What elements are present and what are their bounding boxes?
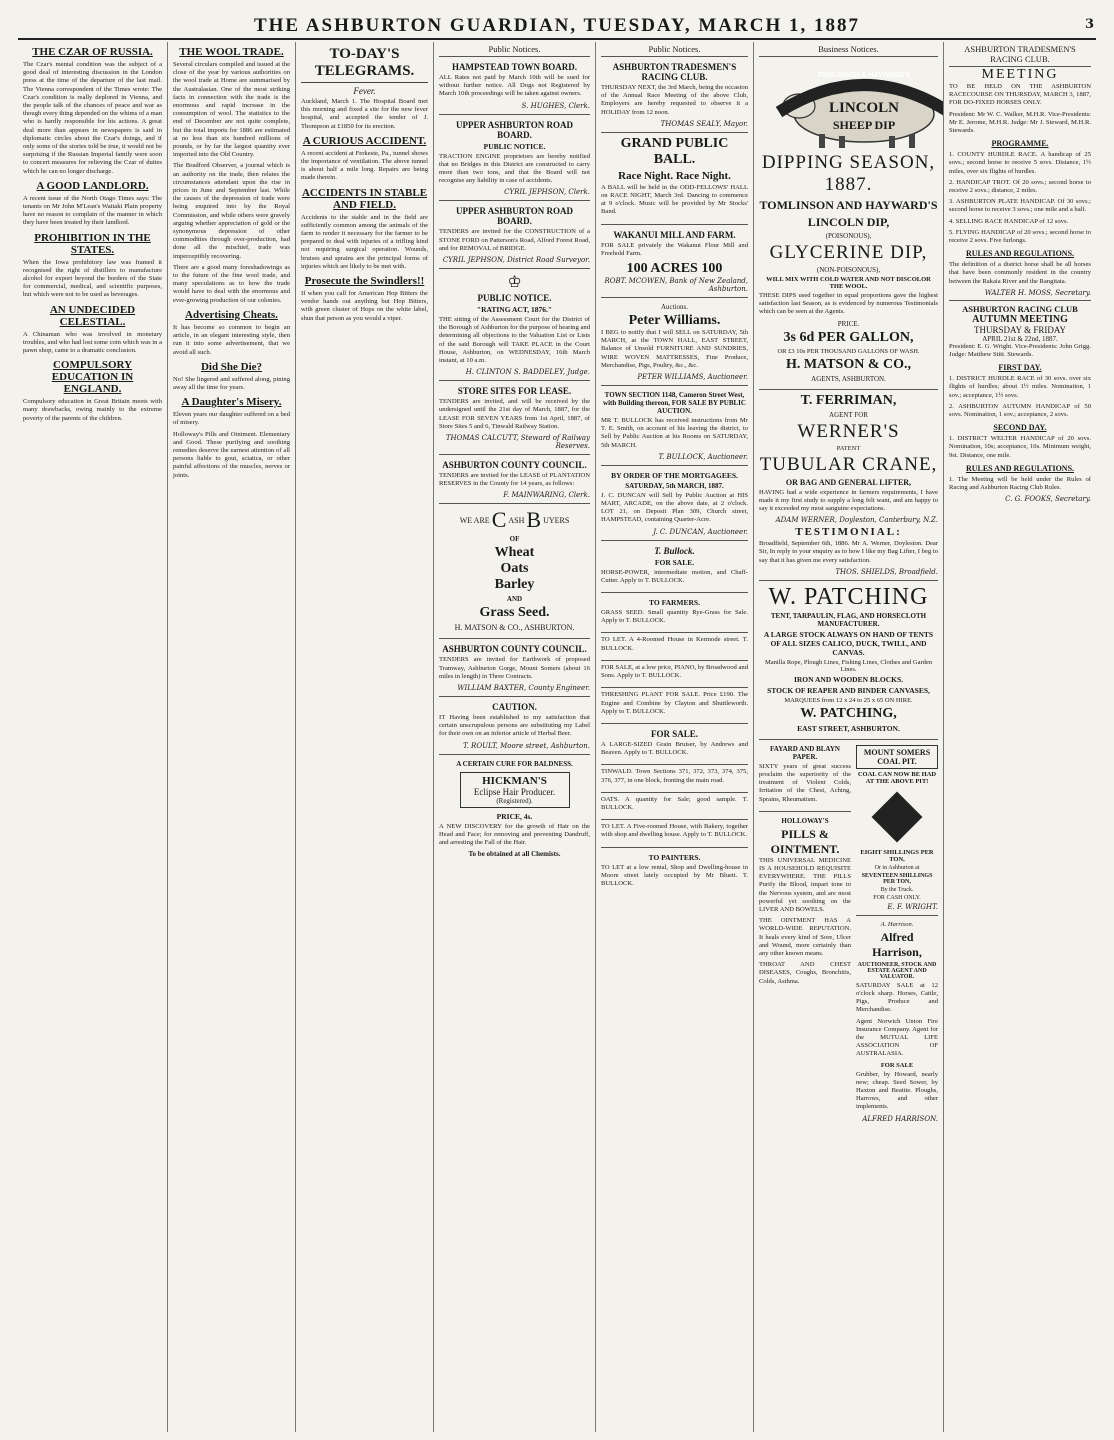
tagline: WILL MIX WITH COLD WATER AND NOT DISCOLOR THE WOOL. [766, 276, 931, 290]
crest-icon: ♔ [507, 272, 522, 292]
article-text: If when you call for American Hop Bitters the vendor hands out anything but Hop Bitters, with green cluster of Hops on the white label, shun that person as you would a viper. [301, 290, 428, 322]
headline: AN UNDECIDED CELESTIAL. [49, 303, 136, 328]
notice-title: CAUTION. [492, 702, 537, 713]
newspaper-title: THE ASHBURTON GUARDIAN, TUESDAY, MARCH 1, 1887 [253, 15, 860, 36]
article-text: Compulsory education in Great Britain meets with many drawbacks, owing mainly to the extreme poverty of the parents of the children. [23, 398, 162, 422]
headline: A CURIOUS ACCIDENT. [302, 134, 427, 147]
telegram-fever [301, 86, 428, 131]
ad-text: THROAT AND CHEST DISEASES, Coughs, Bronchitis, Colds, Asthma. [759, 961, 851, 985]
notice-subtitle: Race Night. Race Night. [618, 169, 731, 182]
notice-text: ALL Rates not paid by March 10th will be sued for without further notice. All Dogs not Registered by March 10th proceedings will be taken against owners. [439, 74, 590, 98]
notice-wakanui-mill [601, 225, 748, 298]
article-text: Holloway's Pills and Ointment. Elementary and Good. These purifying and soothing remedies deserve the earnest attention of all persons liable to gout, sciatica, or other painful affections of the muscles, nerves or joints. [173, 430, 290, 479]
auctioneer-name: Peter Williams. [628, 313, 721, 329]
headline: THE WOOL TRADE. [179, 46, 284, 58]
notice-text: TO BE HELD ON THE ASHBURTON RACECOURSE ON THURSDAY, MARCH 3, 1887, FOR DO-FIXED HORSES ONLY. [949, 83, 1091, 107]
notice-subtitle: FOR SALE. [654, 557, 695, 567]
product-wheat: Wheat [494, 545, 535, 561]
notice-text: TENDERS are invited for the CONSTRUCTION of a STONE FORD on Patterson's Road, Alford Forest Road, and for REMOVAL of BRIDGE. [439, 228, 590, 252]
race-entry: 1. COUNTY HURDLE RACE. A handicap of 25 sovs.; second horse to receive 5 sovs. Distance, 1½ miles, over six flights of hurdles. [949, 151, 1091, 175]
race-entry: 1. DISTRICT HURDLE RACE of 30 sovs. over six flights of hurdles; about 1½ miles. Nomination, 1 sov.; acceptance, 1½ sovs. [949, 375, 1091, 399]
notice-rating-act [439, 269, 590, 381]
notice-title: STORE SITES FOR LEASE. [457, 386, 572, 397]
article-text: When the Iowa prohibitory law was framed it recognised the right of distillers to manufacture alcohol for export beyond the borders of the State for commercial, medical, and scientific purposes, but which were not to be used as beverages. [23, 258, 162, 299]
column-heading: Public Notices. [439, 42, 590, 57]
bullock-grass-seed [601, 593, 748, 633]
product-barley: Barley [494, 577, 535, 593]
notice-text: TENDERS are invited for Earthwork of proposed Tramway, Ashburton Gorge, Mount Somers (about 16 miles in length) in Three Contracts. [439, 656, 590, 680]
ad-text: Broadfield, September 6th, 1886. Mr A. Werner, Doyleston. Dear Sir, In reply to your enquiry as to how I like my Bag Lifter, I beg to say that it has given me every satisfaction. [759, 540, 938, 564]
sheep-illustration: TOMLINSON & HAYWARD'S LINCOLN SHEEP DIP [759, 64, 944, 150]
notice-text: I BEG to notify that I will SELL on SATURDAY, 5th MARCH, at the TOWN HALL, EAST STREET, Balance of Unsold FURNITURE AND SUNDRIES, WIRE WOVEN MATTRESSES, Fine Produce, Merchandise, Pigs, Poultry, &c., &c. [601, 329, 748, 369]
auctioneer-name: Alfred Harrison, [872, 929, 922, 959]
notice-text: TINWALD. Town Sections 371, 372, 373, 374, 375, 376, 377, in one block, fronting the main road. [601, 768, 748, 784]
ad-cash-buyers: WE ARE C ASH B UYERS OF Wheat Oats Barley AND Grass Seed. H. MATSON & CO., ASHBURTON. [439, 504, 590, 639]
notice-title: T. Bullock. [654, 545, 695, 556]
notice-text: President: E. G. Wright. Vice-Presidents: John Grigg. Judge: Matthew Stitt. Stewards. [949, 342, 1091, 359]
article-text: Eleven years our daughter suffered on a bed of misery. [173, 411, 290, 427]
rules-heading: RULES AND REGULATIONS. [965, 463, 1075, 473]
hickmans-logo: HICKMAN'S Eclipse Hair Producer. (Registered). [460, 772, 570, 808]
notice-stone-ford [439, 201, 590, 269]
auction-town-section [601, 386, 748, 466]
notice-signature: CYRIL JEPHSON, District Road Surveyor. [442, 256, 590, 265]
notice-title: UPPER ASHBURTON ROAD BOARD. [455, 119, 574, 140]
notice-tramway [439, 639, 590, 697]
ad-tubular-crane: T. FERRIMAN, AGENT FOR WERNER'S PATENT TUBULAR CRANE, OR BAG AND GENERAL LIFTER, HAVING had a wide experience in farmers requirements, I have made it my first study to supply a long felt want, and am happy to say it exceeded my most sanguine expectations. ADAM WERNER, Doyleston, Canterbury, N.Z. TESTIMONIAL: Broadfield, September 6th, 1886. Mr A. Werner, Doyleston. Dear Sir, In reply to your enquiry as to how I like my Bag Lifter, I beg to say that it has given me every satisfaction. THOS. SHIELDS, Broadfield. [759, 390, 938, 581]
notice-text: HORSE-POWER, intermediate motion, and Chaff-Cutter. Apply to T. BULLOCK. [601, 568, 748, 584]
notice-signature: CYRIL JEPHSON, Clerk. [504, 188, 590, 197]
article-text: Several circulars compiled and issued at the close of the year by various authorities on the wool trade at Home are summarised by the Australasian. One of the most striking facts in connection with the trade is the enormous and rapid increase in the consumption of wool. The statistics to the end of December are not quite complete, but the total imports for 1886 are estimated at no less than six hundred millions of pounds, or by far the largest quantity ever imported into the Old Country. [173, 61, 290, 159]
page-number: 3 [1084, 17, 1094, 32]
article-text: A recent accident at Ferkeste, Pa., tunnel shows the importance of ventilation. The above tunnel is about half a mile long. Repairs are being made therein. [301, 149, 428, 182]
notice-title: ASHBURTON COUNTY COUNCIL. [442, 644, 587, 655]
notice-text: IT Having been established to my satisfaction that certain unscrupulous persons are substituting my Label for their own on an inferior article of Herbal Beer. [439, 714, 590, 738]
meeting-dates: APRIL 21st & 22nd, 1887. [982, 334, 1058, 343]
bullock-to-let-house [601, 633, 748, 660]
ad-title: PILLS & OINTMENT. [770, 826, 840, 856]
ad-text: THIS UNIVERSAL MEDICINE IS A HOUSEHOLD REQUISITE EVERYWHERE. THE PILLS Purify the Blood, impart tone to the Nervous system, and are most powerful yet soothing on the LIVER AND BOWELS. [759, 856, 851, 914]
column-heading: Business Notices. [759, 42, 938, 57]
firm-name: H. MATSON & CO., ASHBURTON. [454, 623, 575, 633]
notice-signature: WILLIAM BAXTER, County Engineer. [457, 684, 590, 693]
ad-title: MOUNT SOMERS COAL PIT. [856, 745, 938, 769]
column-6 [754, 42, 944, 1432]
notice-signature: T. ROULT, Moore street, Ashburton. [462, 741, 590, 750]
product-name: LINCOLN DIP, [807, 215, 890, 229]
notice-title: FOR SALE. [650, 728, 698, 739]
notice-title: BY ORDER OF THE MORTGAGEES. [611, 470, 738, 480]
notice-title: UPPER ASHBURTON ROAD BOARD. [455, 206, 574, 227]
notice-text: THRESHING PLANT FOR SALE. Price £190. The Engine and Combine by Clayton and Shuttleworth. Apply to T. BULLOCK. [601, 691, 748, 715]
notice-text: MR T. BULLOCK has received instructions from Mr T. E. Smith, on account of his leaving the district, to Sell by Public Auction at his Rooms on SATURDAY, 5th MARCH. [601, 417, 748, 449]
bullock-bakery [601, 820, 748, 847]
notice-text: FOR SALE, at a low price, PIANO, by Broadwood and Sons. Apply to T. BULLOCK. [601, 663, 748, 680]
notice-racing-club [601, 57, 748, 133]
notice-title: ASHBURTON TRADESMEN'S RACING CLUB. [612, 62, 737, 82]
notice-text: OATS. A quantity for Sale; good sample. T. BULLOCK. [601, 795, 748, 811]
notice-text: TO LET at a low rental, Shop and Dwelling-house in Moore street lately occupied by Mr Bluett. T. BULLOCK. [601, 863, 748, 887]
glycerine-dip-title: GLYCERINE DIP, [769, 242, 928, 263]
race-entry: 2. HANDICAP TROT. Of 20 sovs.; second horse to receive 2 sovs.; distance, 2 miles. [949, 178, 1091, 195]
notice-signature: PETER WILLIAMS, Auctioneer. [637, 373, 748, 382]
notice-signature: H. CLINTON S. BADDELEY, Judge. [465, 368, 590, 377]
notice-text: GRASS SEED. Small quantity Rye-Grass for Sale. Apply to T. BULLOCK. [601, 609, 748, 625]
day-heading: FIRST DAY. [998, 363, 1042, 373]
notice-text: TENDERS are invited, and will be received by the undersigned until the 21st day of March, 1887, for the LEASE FOR SEVEN YEARS from 1st April, 1887, of Store Sites 5 and 6, Tinwald Railway Station. [439, 398, 590, 430]
ad-lincoln-sheep-dip: TOMLINSON & HAYWARD'S LINCOLN SHEEP DIP DIPPING SEASON, 1887. TOMLINSON AND HAYWARD'S LINCOLN DIP, (POISONOUS), GLYCERINE DIP, (NON-POISONOUS), WILL MIX WITH COLD WATER AND NOT DISCOLOR THE WOOL. THESE DIPS used together in equal proportions gave the highest satisfaction last Season, as is evidenced by numerous Testimonials which can be seen at the Agents. PRICE. 3s 6d PER GALLON, OR £3 10s PER THOUSAND GALLONS OF WASH. H. MATSON & CO., AGENTS, ASHBURTON. [759, 57, 938, 390]
autumn-meeting-heading: AUTUMN MEETING [972, 313, 1068, 325]
article-text: Accidents to the stable and in the field are sufficiently common among the animals of the farm to render it necessary for the farmer to be prepared to deal with injuries of a trifling kind not requiring surgical operation. Wounds, bruises and sprains are the principal forms of injuries which are likely to be met with. [301, 213, 428, 270]
notice-text: A BALL will be held in the ODD-FELLOWS' HALL on RACE NIGHT, March 3rd. Dancing to commence at 9 o'clock. Music will be provided by Mr Stocks' Band. [601, 183, 748, 216]
article-text: The Bradford Observer, a journal which is an authority on the trade, then relates the circumstances attendant upon the rise in prices in June and September last. While the causes of the depression of trade were being enquired into by the Royal Commission, and while others were gravely arguing whether appreciation of gold or the synonymous depression of other commodities through over-production, had done all the mischief, trade was imperceptibly recovering. [173, 162, 290, 260]
diamond-icon [872, 791, 923, 842]
notice-text: THE sitting of the Assessment Court for the District of the Borough of Ashburton for the purpose of hearing and determining all objections to the Valuation List or Lists of the said Borough will TAKE PLACE in the Court House, Ashburton, on WEDNESDAY, 16th March instant, at 10 a.m. [439, 316, 590, 365]
notice-signature: C. G. FOOKS, Secretary. [1005, 495, 1091, 504]
ad-text: Grubber, by Howard, nearly new; cheap. Seed Sower, by Haxton and Beattie. Ploughs, Harrows, and other implements. [856, 1070, 938, 1111]
article-text: A recent issue of the North Otago Times says: The tenants on Mr John M'Lean's Waitaki Plain property have no reason to complain of the manner in which they have been treated by their landlord. [23, 194, 162, 227]
race-entry: 3. ASHBURTON PLATE HANDICAP. Of 30 sovs.; second horse to receive 3 sovs.; one mile and a half. [949, 198, 1091, 214]
notice-subtitle: PUBLIC NOTICE. [483, 141, 546, 151]
section-label: Auctions. [660, 303, 689, 312]
bullock-grain-bruiser [601, 724, 748, 765]
notice-signature: F. MAINWARING, Clerk. [503, 491, 590, 500]
headline: THE CZAR OF RUSSIA. [32, 46, 153, 58]
ad-alfred-harrison: A. Harrison. Alfred Harrison, AUCTIONEER, STOCK AND ESTATE AGENT AND VALUATOR. SATURDAY SALE at 12 o'clock sharp. Horses, Cattle, Pigs, Produce and Merchandise. Agent Norwich Union Fire Insurance Company. Agent for the MUTUAL LIFE ASSOCIATION OF AUSTRALASIA. FOR SALE Grubber, by Howard, nearly new; cheap. Seed Sower, by Haxton and Beattie. Ploughs, Harrows, and other implements. ALFRED HARRISON. [856, 920, 938, 1123]
bullock-oats [601, 793, 748, 820]
masthead [18, 14, 1096, 40]
rules-heading: RULES AND REGULATIONS. [965, 249, 1075, 259]
ad-coal-pit: MOUNT SOMERS COAL PIT. COAL CAN NOW BE HAD AT THE ABOVE PIT! EIGHT SHILLINGS PER TON, Or in Ashburton at SEVENTEEN SHILLINGS PER TON, By the Truck. FOR CASH ONLY. E. F. WRIGHT. [856, 740, 938, 916]
bullock-tinwald [601, 765, 748, 792]
notice-title: ASHBURTON COUNTY COUNCIL. [442, 460, 587, 471]
notice-signature: T. BULLOCK, Auctioneer. [658, 452, 748, 461]
ad-signature: ADAM WERNER, Doyleston, Canterbury, N.Z. [775, 516, 938, 525]
notice-subtitle: "RATING ACT, 1876." [476, 305, 553, 315]
programme-heading: PROGRAMME. [991, 139, 1049, 149]
headline: COMPULSORY EDUCATION IN ENGLAND. [51, 359, 134, 396]
headline: ACCIDENTS IN STABLE AND FIELD. [301, 186, 428, 211]
notice-title: TO PAINTERS. [648, 852, 701, 862]
notice-signature: WALTER H. MOSS, Secretary. [949, 289, 1091, 301]
price-label: PRICE, 4s. [496, 811, 533, 821]
article-text: It has become so common to begin an article, in an elegant interesting style, then run it into some advertisement, that we avoid all such. [173, 323, 290, 356]
notice-signature: J. C. DUNCAN, Auctioneer. [653, 527, 748, 536]
meeting-days: THURSDAY & FRIDAY [973, 324, 1067, 335]
notice-text: A LARGE-SIZED Grain Bruiser, by Andrews and Beaven. Apply to T. BULLOCK. [601, 740, 748, 757]
notice-text: THURSDAY NEXT, the 3rd March, being the occasion of the Annual Race Meeting of the above Club, Employers are hereby requested to observe it a HOLIDAY from 12 noon. [601, 84, 748, 116]
ad-signature: THOS. SHIELDS, Broadfield. [835, 567, 938, 576]
auction-peter-williams [601, 298, 748, 386]
bottom-ads-left [759, 740, 851, 1127]
price-per-gallon: 3s 6d PER GALLON, [783, 329, 914, 345]
ad-text: SIXTY years of great success proclaim the superiority of the treatment of Violent Colds, Irritation of the Chest, Aching, Sprains, Rheumatism. [759, 762, 851, 803]
auction-mortgagees [601, 466, 748, 541]
ad-holloways: HOLLOWAY'S PILLS & OINTMENT. THIS UNIVERSAL MEDICINE IS A HOUSEHOLD REQUISITE EVERYWHERE. THE PILLS Purify the Blood, impart tone to the Nervous system, and are most powerful yet soothing on the LIVER AND BOWELS. THE OINTMENT HAS A WORLD-WIDE REPUTATION. It heals every kind of Sore, Ulcer and Wound, more certainly than any other known means. THROAT AND CHEST DISEASES, Coughs, Bronchitis, Colds, Asthma. [759, 816, 851, 985]
notice-title: HAMPSTEAD TOWN BOARD. [452, 62, 577, 72]
article-text: Auckland, March 1. The Hospital Board met this morning and fixed a site for the new fever hospital, and accepted the tender of J. Thompson at £1850 for its erection. [301, 98, 428, 130]
column-3 [296, 42, 434, 1432]
article-text: No! She lingered and suffered along, pining away all the time for years. [173, 375, 290, 391]
bottom-ads-right [856, 740, 938, 1127]
race-entry: 5. FLYING HANDICAP of 20 sovs.; second horse to receive 2 sovs. Five furlongs. [949, 228, 1091, 245]
race-entry: 2. ASHBURTON AUTUMN HANDICAP of 50 sovs. Nomination, 1 sov.; acceptance, 2 sovs. [949, 402, 1091, 419]
notice-title: WAKANUI MILL AND FARM. [613, 229, 736, 240]
ad-title: FAYARD AND BLAYN PAPER. [770, 744, 840, 761]
race-entry: 4. SELLING RACE HANDICAP of 12 sovs. [949, 217, 1069, 225]
notice-signature: THOMAS CALCUTT, Steward of Railway Reserves. [445, 434, 590, 451]
ad-text: THESE DIPS used together in equal proportions gave the highest satisfaction last Season, as is evidenced by numerous Testimonials which can be seen at the Agents. [759, 292, 938, 316]
headline: Prosecute the Swindlers!! [304, 275, 425, 288]
ad-signature: E. F. WRIGHT. [887, 902, 938, 911]
testimonial-heading: TESTIMONIAL: [795, 526, 902, 539]
article-text: A Chinaman who was involved in monetary troubles, and who had lost some coin which was in a pawn shop, came to a dramatic conclusion. [23, 330, 162, 355]
headline: A GOOD LANDLORD. [36, 179, 149, 192]
notice-text: The definition of a district horse shall be all horses that have been commonly resident in the country between the Rakaia River and the Rangitata. [949, 261, 1091, 285]
notice-grand-ball [601, 133, 748, 225]
notice-title: TOWN SECTION 1148, Cameron Street West, with Building thereon, FOR SALE BY PUBLIC AUCTION. [603, 391, 746, 416]
ad-fayard-paper [759, 740, 851, 812]
product-oats: Oats [500, 561, 529, 577]
notice-text: A NEW DISCOVERY for the growth of Hair on the Head and Face; for removing and preventing Dandruff, and arresting the Fall of the Hair. [439, 822, 590, 847]
notice-text: TRACTION ENGINE proprietors are hereby notified that no Bridges in this District are constructed to carry more than two tons, and that the Board will not recognise any liability in case of accidents. [439, 152, 590, 185]
notice-hampstead [439, 57, 590, 115]
notice-title: PUBLIC NOTICE. [477, 293, 552, 304]
column-heading: Public Notices. [601, 42, 748, 57]
notice-store-sites [439, 381, 590, 455]
ad-signature: ALFRED HARRISON. [862, 1114, 938, 1123]
notice-title: TO FARMERS. [649, 598, 700, 608]
ad-text: THE OINTMENT HAS A WORLD-WIDE REPUTATION. It heals every kind of Sore, Ulcer and Wound, more certainly than any other known means. [759, 917, 851, 958]
column-2 [168, 42, 296, 1432]
brand-name: TOMLINSON AND HAYWARD'S [759, 198, 938, 212]
business-address: EAST STREET, ASHBURTON. [797, 723, 900, 733]
headline: Advertising Cheats. [185, 308, 278, 321]
bullock-piano [601, 661, 748, 688]
business-name: W. PATCHING, [800, 705, 897, 721]
notice-signature: To be obtained at all Chemists. [468, 850, 561, 859]
notice-title: GRAND PUBLIC BALL. [620, 135, 729, 167]
notice-signature: THOMAS SEALY, Mayor. [660, 119, 748, 128]
agent-name: H. MATSON & CO., [786, 356, 911, 372]
product-name: TUBULAR CRANE, [759, 453, 938, 475]
ad-w-patching: W. PATCHING TENT, TARPAULIN, FLAG, AND HORSECLOTH MANUFACTURER. A LARGE STOCK ALWAYS ON HAND OF TENTS OF ALL SIZES CALICO, DUCK, TWILL, AND CANVAS. Manilla Rope, Plough Lines, Fishing Lines, Clothes and Garden Lines. IRON AND WOODEN BLOCKS. STOCK OF REAPER AND BINDER CANVASES, MARQUEES from 12 x 24 to 25 x 65 ON HIRE. W. PATCHING, EAST STREET, ASHBURTON. [759, 581, 938, 740]
agent-name: T. FERRIMAN, [800, 392, 897, 408]
column-4 [434, 42, 596, 1432]
bullock-threshing-plant [601, 688, 748, 724]
acres-label: 100 ACRES 100 [626, 261, 723, 277]
article-text: There are a good many foreshadowings as to the future of the fine wool trade, and many speculations as to how the trade would have to deal with the enormous and ever-growing production of our colonies. [173, 263, 290, 304]
club-name: ASHBURTON RACING CLUB [962, 303, 1078, 314]
bullock-painters [601, 848, 748, 896]
notice-road-board [439, 115, 590, 202]
column-5 [596, 42, 754, 1432]
notice-text: 1. The Meeting will be held under the Rules of Racing and Ashburton Racing Club Rules. [949, 475, 1091, 492]
dipping-season-title: DIPPING SEASON, 1887. [761, 152, 936, 195]
headline: PROHIBITION IN THE STATES. [34, 231, 151, 256]
cash-buyers-heading: WE ARE C ASH B UYERS [459, 507, 570, 533]
notice-text: TO LET. A Five-roomed House, with Bakery, together with shop and dwelling house. Apply to T. BULLOCK. [601, 823, 748, 839]
column-7 [944, 42, 1096, 1432]
headline: A Daughter's Misery. [181, 396, 282, 409]
race-entry: 1. DISTRICT WELTER HANDICAP of 20 sovs. Nomination, 10s; acceptance, 10s. Minimum weight, 9st. Distance, one mile. [949, 435, 1091, 459]
ad-hair-producer [439, 755, 590, 865]
ad-text: Agent Norwich Union Fire Insurance Company. Agent for the MUTUAL LIFE ASSOCIATION OF AUSTRALASIA. [856, 1017, 938, 1058]
notice-subtitle: SATURDAY, 5th MARCH, 1887. [625, 481, 724, 490]
article-text: The Czar's mental condition was the subject of a good deal of interesting discussion in the London press at the time of the departure of the last mail. The Vienna correspondent of the Times wrote: The Czar's condition is really deplored in Vienna, and the people talk of the chances of peace and war as though every thing depended on the whims of a man who is hardly responsible for his actions. A great deal more than appears in newspapers is said in diplomatic circles about the Czar's doings, and if only some of the stories told be true, it would not be surprising if the Russian Imperial family were soon to concert measures for relieving the Czar of duties which he can no longer discharge. [23, 61, 162, 175]
notice-title: A CERTAIN CURE FOR BALDNESS. [456, 759, 573, 768]
headline: Did She Die? [200, 360, 263, 373]
notice-text: TO LET. A 4-Roomed House in Kermode street. T. BULLOCK. [601, 636, 748, 652]
business-name: W. PATCHING [768, 583, 929, 610]
notice-signature: ROBT. MCOWEN, Bank of New Zealand, Ashburton. [604, 277, 748, 294]
notice-text: J. C. DUNCAN will Sell by Public Auction at HIS MART, ARCADE, on the above date, at 2 o'clock. LOT 21, on Deposit Plan 309, Church street, HAMPSTEAD, containing Quarter-Acre. [601, 491, 748, 524]
ad-text: SATURDAY SALE at 12 o'clock sharp. Horses, Cattle, Pigs, Produce and Merchandise. [856, 981, 938, 1014]
brand-name: WERNER'S [797, 420, 900, 442]
page-columns [18, 42, 1096, 1432]
notice-text: TENDERS are invited for the LEASE of PLANTATION RESERVES in the County for 14 years, as follows: [439, 472, 590, 488]
column-1 [18, 42, 168, 1432]
telegrams-heading: TO-DAY'S TELEGRAMS. [301, 46, 428, 83]
notice-signature: S. HUGHES, Clerk. [521, 101, 590, 110]
bullock-horse-power [601, 541, 748, 593]
product-grass-seed: Grass Seed. [479, 605, 550, 621]
column-heading: ASHBURTON TRADESMEN'S RACING CLUB. [949, 42, 1091, 67]
notice-text: FOR SALE privately the Wakanui Flour Mill and Freehold Farm. [601, 241, 748, 257]
notice-plantation [439, 455, 590, 504]
telegram-subhead: Fever. [353, 86, 376, 96]
meeting-heading: MEETING [981, 67, 1059, 82]
bottom-ads [759, 740, 938, 1127]
ad-text: HAVING had a wide experience in farmers requirements, I have made it my first study to supply a long felt want, and am happy to say it exceeded my most sanguine expectations. [759, 488, 938, 513]
notice-text: President: Mr W. C. Walker, M.H.R. Vice-Presidents: Mr E. Jerome, M.H.R. Judge: Mr J. Steward, M.H.R. Stewards. [949, 110, 1091, 135]
day-heading: SECOND DAY. [993, 423, 1047, 433]
notice-caution [439, 697, 590, 755]
